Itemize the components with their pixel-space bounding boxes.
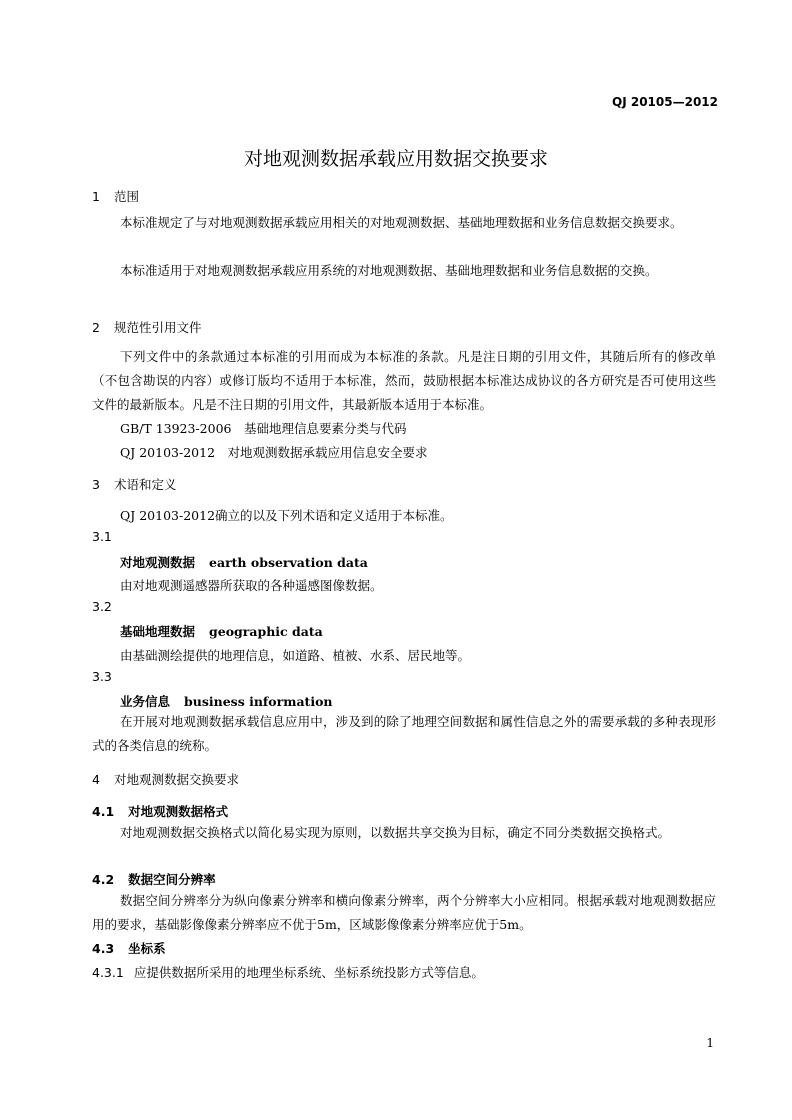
subsection-title: 数据空间分辨率 — [128, 872, 216, 887]
subsection-4-1-paragraph: 对地观测数据交换格式以简化易实现为原则，以数据共享交换为目标，确定不同分类数据交换格式。 — [120, 825, 671, 840]
subsection-title: 对地观测数据格式 — [128, 804, 229, 819]
section-number: 1 — [92, 189, 100, 204]
term-english: business information — [184, 694, 333, 709]
term-3-3 — [120, 692, 333, 710]
term-english: earth observation data — [209, 555, 368, 570]
term-3-2-number: 3.2 — [92, 599, 112, 614]
normative-reference-2: QJ 20103-2012 对地观测数据承载应用信息安全要求 — [120, 445, 428, 460]
section-4-heading — [92, 770, 239, 788]
term-3-2 — [120, 622, 323, 640]
clause-4-3-1 — [92, 963, 484, 981]
term-chinese: 基础地理数据 — [120, 624, 196, 639]
section-2-heading — [92, 318, 201, 336]
subsection-number: 4.3 — [92, 941, 115, 956]
section-title: 范围 — [113, 189, 139, 204]
section-number: 4 — [92, 772, 100, 787]
section-title: 术语和定义 — [113, 477, 177, 492]
term-3-1-number: 3.1 — [92, 529, 112, 544]
term-3-1 — [120, 553, 368, 571]
section-1-paragraph-1: 本标准规定了与对地观测数据承载应用相关的对地观测数据、基础地理数据和业务信息数据交换要求。 — [120, 215, 683, 230]
section-1-heading — [92, 187, 139, 205]
section-1-paragraph-2: 本标准适用于对地观测数据承载应用系统的对地观测数据、基础地理数据和业务信息数据的交换。 — [120, 263, 658, 278]
subsection-number: 4.1 — [92, 804, 115, 819]
standard-code: QJ 20105—2012 — [612, 95, 718, 109]
subsection-4-3-heading — [92, 939, 166, 957]
subsection-number: 4.2 — [92, 872, 115, 887]
term-chinese: 对地观测数据 — [120, 555, 196, 570]
term-english: geographic data — [209, 624, 323, 639]
section-3-intro: QJ 20103-2012确立的以及下列术语和定义适用于本标准。 — [120, 508, 453, 523]
section-3-heading — [92, 475, 176, 493]
clause-number: 4.3.1 — [92, 965, 124, 980]
subsection-title: 坐标系 — [128, 941, 166, 956]
document-title: 对地观测数据承载应用数据交换要求 — [243, 148, 548, 170]
subsection-4-2-paragraph: 数据空间分辨率分为纵向像素分辨率和横向像素分辨率，两个分辨率大小应相同。根据承载对地观测数据应用的要求，基础影像像素分辨率应不优于5m，区域影像像素分辨率应优于5m。 — [92, 893, 716, 932]
section-number: 3 — [92, 477, 100, 492]
section-number: 2 — [92, 320, 100, 335]
term-3-3-number: 3.3 — [92, 669, 112, 684]
page-number: 1 — [706, 1036, 714, 1050]
section-title: 对地观测数据交换要求 — [113, 772, 239, 787]
subsection-4-2-heading — [92, 870, 216, 888]
term-3-3-definition: 在开展对地观测数据承载信息应用中，涉及到的除了地理空间数据和属性信息之外的需要承载的多种表现形式的各类信息的统称。 — [92, 714, 716, 753]
section-title: 规范性引用文件 — [113, 320, 202, 335]
section-2-paragraph: 下列文件中的条款通过本标准的引用而成为本标准的条款。凡是注日期的引用文件，其随后所有的修改单（不包含勘误的内容）或修订版均不适用于本标准，然而，鼓励根据本标准达成协议的各方研究是否可使用这些文件的最新版本。凡是不注日期的引用文件，其最新版本适用于本标准。 — [92, 349, 716, 412]
term-3-1-definition: 由对地观测遥感器所获取的各种遥感图像数据。 — [120, 578, 383, 593]
clause-text: 应提供数据所采用的地理坐标系统、坐标系统投影方式等信息。 — [133, 965, 484, 980]
term-3-2-definition: 由基础测绘提供的地理信息，如道路、植被、水系、居民地等。 — [120, 648, 471, 663]
subsection-4-1-heading — [92, 802, 228, 820]
term-chinese: 业务信息 — [120, 694, 171, 709]
normative-reference-1: GB/T 13923-2006 基础地理信息要素分类与代码 — [120, 421, 407, 436]
